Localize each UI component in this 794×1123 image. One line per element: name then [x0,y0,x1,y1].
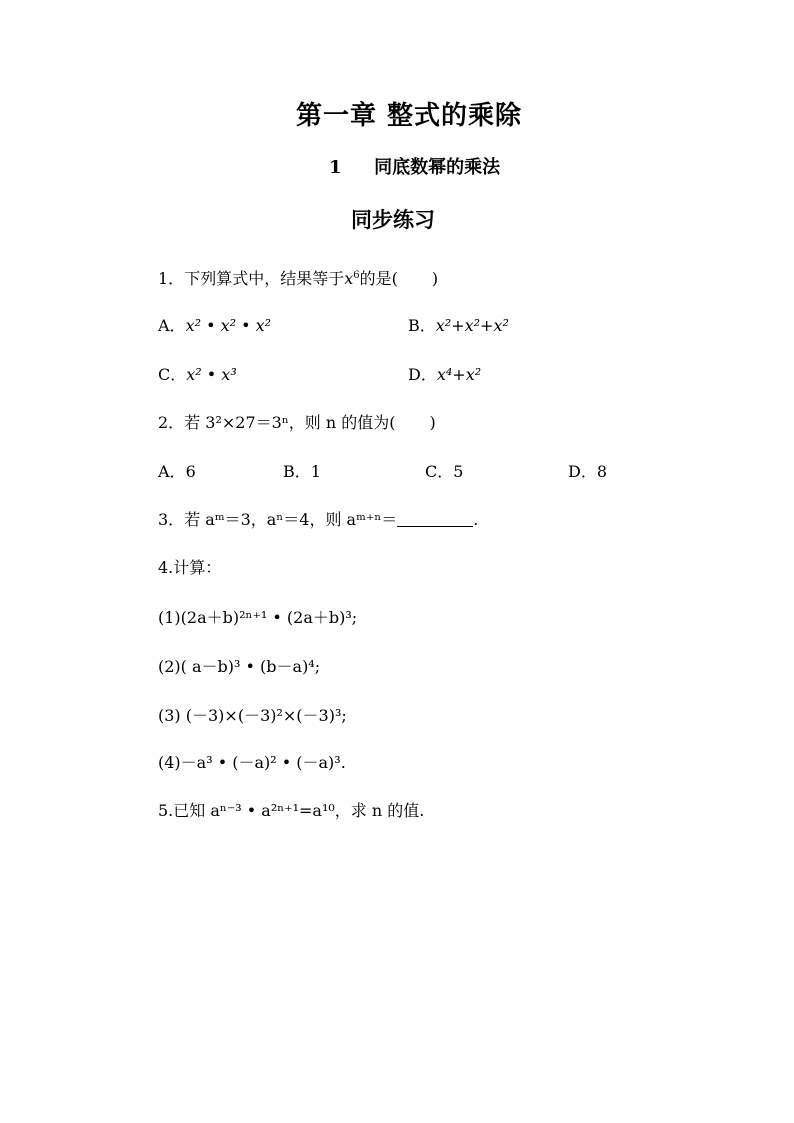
option-text: x²+x²+x² [435,316,509,335]
option-label: B． [408,316,436,335]
question-stem: 若 3²×27＝3ⁿ，则 n 的值为( [184,413,396,432]
question-4-item-1: (1)(2a＋b)²ⁿ⁺¹ • (2a＋b)³; [158,608,358,627]
question-4-item-2: (2)( a－b)³ • (b－a)⁴; [158,657,321,676]
close-paren: ) [431,269,439,288]
option-value: 8 [596,462,608,481]
option-a [158,464,196,480]
question-2 [158,415,436,431]
option-d [408,367,481,383]
answer-blank[interactable] [397,512,473,527]
option-c [425,464,463,480]
option-label: A． [158,316,186,335]
option-label: B． [283,462,311,481]
option-d [568,464,607,480]
option-label: A． [158,462,186,481]
section-heading [329,159,500,177]
close-paren: ) [429,413,436,432]
section-number: 1 [329,157,342,178]
option-c [158,367,237,383]
question-number: 1． [158,269,185,288]
question-number: 3． [158,510,185,529]
question-text: 若 aᵐ＝3，aⁿ＝4，则 aᵐ⁺ⁿ＝ [184,510,398,529]
option-label: C． [425,462,454,481]
question-1 [158,271,438,287]
question-4-item-3: (3) (－3)×(－3)²×(－3)³; [158,706,347,725]
option-label: D． [568,462,597,481]
option-value: 5 [453,462,464,481]
option-label: D． [408,365,437,384]
question-4-heading: 4.计算： [158,558,222,577]
option-text: x⁴+x² [436,365,482,384]
question-3: 3．若 aᵐ＝3，aⁿ＝4，则 aᵐ⁺ⁿ＝ . [158,510,479,529]
option-value: 6 [185,462,196,481]
question-number: 2． [158,413,185,432]
question-5: 5.已知 aⁿ⁻³ • a²ⁿ⁺¹=a¹⁰，求 n 的值. [158,801,425,820]
option-label: C． [158,365,187,384]
question-stem: 下列算式中，结果等于 [184,269,345,288]
chapter-title: 第一章 整式的乘除 [296,101,523,131]
variable: x [344,269,354,288]
option-a [158,318,271,334]
option-text: x² • x³ [186,365,237,384]
option-b [283,464,321,480]
question-tail: 的是( [359,269,398,288]
section-title: 同底数幂的乘法 [374,157,501,178]
exponent: 6 [353,270,360,281]
option-text: x² • x² • x² [185,316,272,335]
question-4-item-4: (4)－a³ • (－a)² • (－a)³. [158,753,346,772]
practice-heading: 同步练习 [351,207,435,232]
option-b [408,318,509,334]
option-value: 1 [310,462,321,481]
